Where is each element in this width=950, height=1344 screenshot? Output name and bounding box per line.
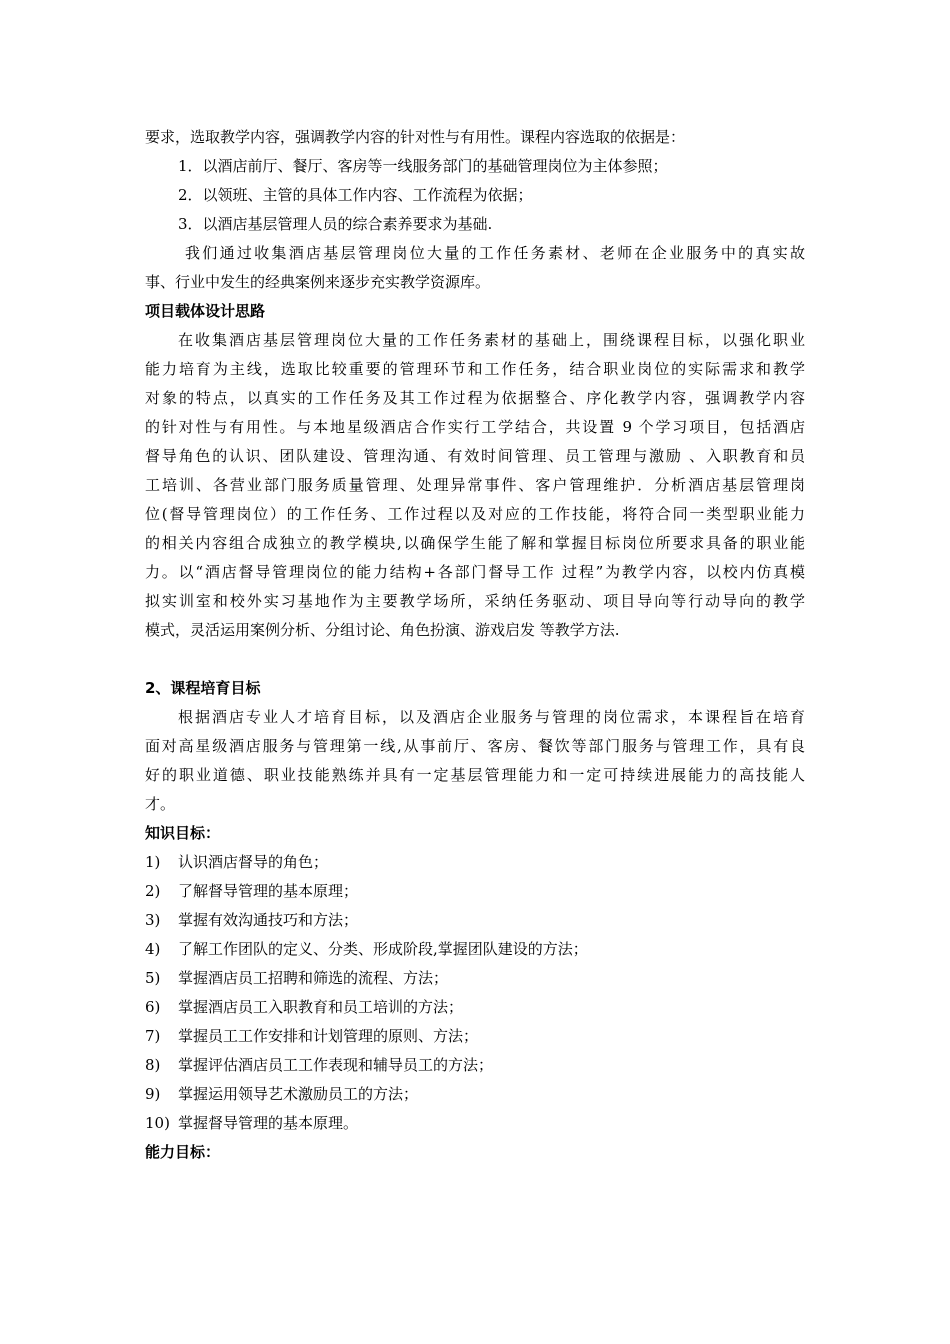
intro-line: 要求，选取教学内容，强调教学内容的针对性与有用性。课程内容选取的依据是：: [145, 128, 686, 146]
design-paragraph-line: 的针对性与有用性。与本地星级酒店合作实行工学结合，共设置 9 个学习项目，包括酒店: [145, 418, 805, 436]
design-paragraph-line: 的相关内容组合成独立的教学模块,以确保学生能了解和掌握目标岗位所要求具备的职业能: [145, 534, 805, 552]
knowledge-item-text: 掌握有效沟通技巧和方法；: [178, 911, 359, 929]
knowledge-item-text: 认识酒店督导的角色；: [178, 853, 329, 871]
design-paragraph-line: 力。以“酒店督导管理岗位的能力结构+各部门督导工作 过程”为教学内容，以校内仿真模: [145, 563, 805, 581]
knowledge-item-text: 了解督导管理的基本原理；: [178, 882, 359, 900]
resource-paragraph-line: 我们通过收集酒店基层管理岗位大量的工作任务素材、老师在企业服务中的真实故: [185, 244, 805, 262]
knowledge-item-num: 3): [145, 911, 161, 929]
knowledge-item-num: 6): [145, 998, 161, 1016]
goal-paragraph-line: 面对高星级酒店服务与管理第一线,从事前厅、客房、餐饮等部门服务与管理工作，具有良: [145, 737, 805, 755]
knowledge-item-num: 8): [145, 1056, 161, 1074]
criteria-item-3: 3．以酒店基层管理人员的综合素养要求为基础.: [178, 215, 493, 233]
knowledge-heading: 知识目标：: [145, 824, 221, 842]
goal-paragraph-line: 好的职业道德、职业技能熟练并具有一定基层管理能力和一定可持续进展能力的高技能人: [145, 766, 805, 784]
design-heading: 项目载体设计思路: [145, 302, 266, 320]
knowledge-item-text: 掌握员工工作安排和计划管理的原则、方法；: [178, 1027, 479, 1045]
design-paragraph-line: 能力培育为主线，选取比较重要的管理环节和工作任务，结合职业岗位的实际需求和教学: [145, 360, 805, 378]
design-paragraph-line: 位(督导管理岗位）的工作任务、工作过程以及对应的工作技能，将符合同一类型职业能力: [145, 505, 805, 523]
ability-heading: 能力目标：: [145, 1143, 221, 1161]
design-paragraph-line: 对象的特点，以真实的工作任务及其工作过程为依据整合、序化教学内容，强调教学内容: [145, 389, 805, 407]
knowledge-item-text: 掌握酒店员工入职教育和员工培训的方法；: [178, 998, 464, 1016]
design-paragraph-line: 在收集酒店基层管理岗位大量的工作任务素材的基础上，围绕课程目标，以强化职业: [178, 331, 805, 349]
design-paragraph-line: 拟实训室和校外实习基地作为主要教学场所，采纳任务驱动、项目导向等行动导向的教学: [145, 592, 805, 610]
criteria-item-2: 2．以领班、主管的具体工作内容、工作流程为依据；: [178, 186, 533, 204]
knowledge-item-num: 2): [145, 882, 161, 900]
resource-paragraph-line: 事、行业中发生的经典案例来逐步充实教学资源库。: [145, 273, 491, 291]
knowledge-item-num: 7): [145, 1027, 161, 1045]
section-2-heading: 2、课程培育目标: [145, 679, 261, 697]
knowledge-item-text: 掌握运用领导艺术激励员工的方法；: [178, 1085, 419, 1103]
knowledge-item-num: 9): [145, 1085, 161, 1103]
knowledge-item-num: 5): [145, 969, 161, 987]
knowledge-item-num: 10): [145, 1114, 170, 1132]
design-paragraph-line: 工培训、各营业部门服务质量管理、处理异常事件、客户管理维护．分析酒店基层管理岗: [145, 476, 805, 494]
goal-paragraph-line: 根据酒店专业人才培育目标，以及酒店企业服务与管理的岗位需求，本课程旨在培育: [178, 708, 805, 726]
knowledge-item-num: 1): [145, 853, 161, 871]
knowledge-item-num: 4): [145, 940, 161, 958]
design-paragraph-line: 模式，灵活运用案例分析、分组讨论、角色扮演、游戏启发 等教学方法.: [145, 621, 620, 639]
design-paragraph-line: 督导角色的认识、团队建设、管理沟通、有效时间管理、员工管理与激励 、入职教育和员: [145, 447, 805, 465]
knowledge-item-text: 掌握督导管理的基本原理。: [178, 1114, 359, 1132]
knowledge-item-text: 了解工作团队的定义、分类、形成阶段,掌握团队建设的方法；: [178, 940, 588, 958]
knowledge-item-text: 掌握酒店员工招聘和筛选的流程、方法；: [178, 969, 449, 987]
goal-paragraph-line: 才。: [145, 795, 176, 813]
criteria-item-1: 1．以酒店前厅、餐厅、客房等一线服务部门的基础管理岗位为主体参照；: [178, 157, 668, 175]
knowledge-item-text: 掌握评估酒店员工工作表现和辅导员工的方法；: [178, 1056, 494, 1074]
